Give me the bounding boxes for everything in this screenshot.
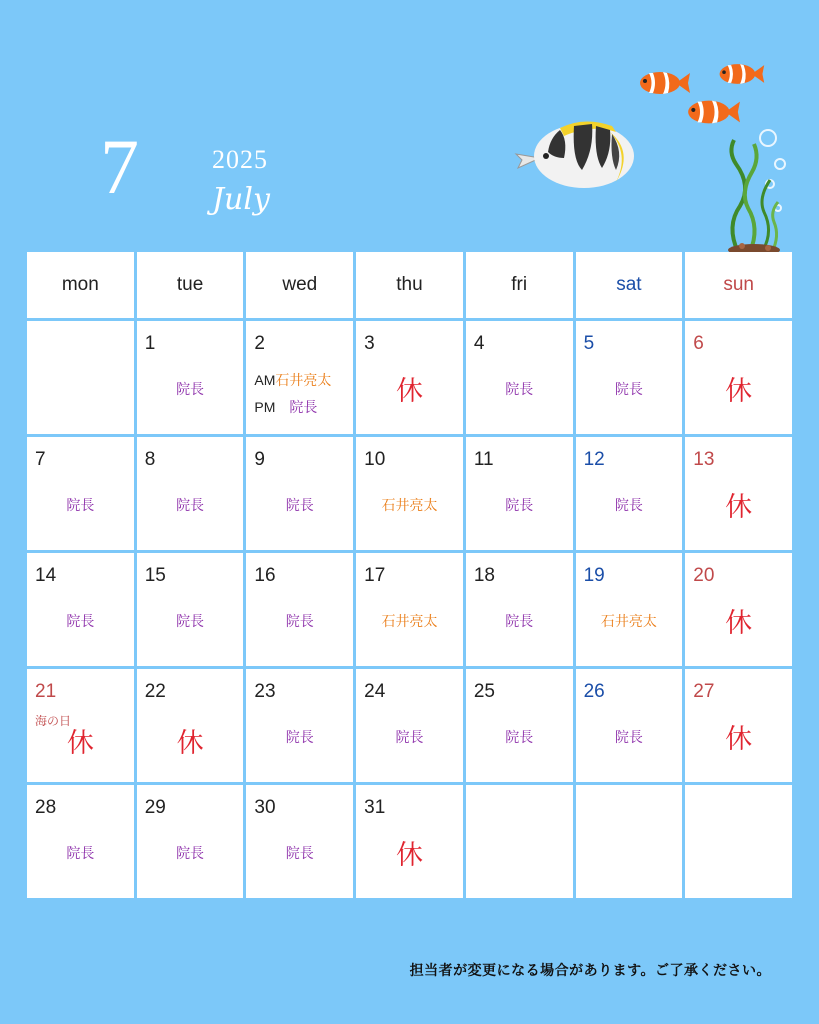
closed-mark: 休 bbox=[725, 608, 753, 638]
closed-mark: 休 bbox=[66, 728, 94, 758]
closed-mark: 休 bbox=[725, 492, 753, 522]
day-number: 11 bbox=[473, 449, 494, 470]
am-staff: 石井亮太 bbox=[275, 372, 332, 388]
day-number: 21 bbox=[35, 681, 57, 702]
am-pm-schedule bbox=[254, 367, 331, 421]
pm-label: PM bbox=[254, 399, 276, 415]
day-cell-21 bbox=[27, 669, 134, 782]
day-cell-16 bbox=[246, 553, 353, 666]
day-cell-27 bbox=[685, 669, 792, 782]
day-cell-26 bbox=[576, 669, 683, 782]
pm-staff: 院長 bbox=[289, 399, 318, 415]
day-cell-25 bbox=[466, 669, 573, 782]
day-number: 23 bbox=[254, 681, 276, 702]
staff-note: 院長 bbox=[505, 381, 534, 397]
day-cell-17 bbox=[356, 553, 463, 666]
footer-notice: 担当者が変更になる場合があります。ご了承ください。 bbox=[409, 962, 771, 978]
day-cell-18 bbox=[466, 553, 573, 666]
day-number: 12 bbox=[583, 449, 605, 470]
clownfish-icon bbox=[716, 60, 766, 88]
staff-note: 院長 bbox=[176, 497, 205, 513]
day-number: 7 bbox=[35, 449, 46, 470]
day-number: 24 bbox=[364, 681, 386, 702]
day-number: 26 bbox=[583, 681, 605, 702]
day-cell-31 bbox=[356, 785, 463, 898]
day-number: 14 bbox=[35, 565, 57, 586]
day-number: 8 bbox=[144, 449, 156, 470]
staff-note: 院長 bbox=[285, 845, 314, 861]
day-number: 5 bbox=[583, 333, 595, 354]
day-cell-3 bbox=[356, 321, 463, 434]
day-cell-30 bbox=[246, 785, 353, 898]
closed-mark: 休 bbox=[395, 840, 423, 870]
holiday-label: 海の日 bbox=[35, 714, 72, 728]
staff-note: 院長 bbox=[395, 729, 424, 745]
staff-note: 院長 bbox=[176, 845, 205, 861]
day-cell-4 bbox=[466, 321, 573, 434]
day-cell-20 bbox=[685, 553, 792, 666]
day-cell-22 bbox=[137, 669, 244, 782]
day-number: 16 bbox=[254, 565, 276, 586]
day-number: 17 bbox=[364, 565, 386, 586]
staff-note: 石井亮太 bbox=[600, 613, 657, 629]
day-cell-29 bbox=[137, 785, 244, 898]
staff-note: 院長 bbox=[505, 613, 534, 629]
day-number: 29 bbox=[144, 797, 166, 818]
weekday-header-wed: wed bbox=[246, 252, 353, 318]
closed-mark: 休 bbox=[725, 724, 753, 754]
am-label: AM bbox=[254, 372, 276, 388]
day-cell-28 bbox=[27, 785, 134, 898]
day-number: 15 bbox=[144, 565, 166, 586]
staff-note: 院長 bbox=[614, 381, 643, 397]
closed-mark: 休 bbox=[395, 376, 423, 406]
empty-day-cell bbox=[27, 321, 134, 434]
day-cell-23 bbox=[246, 669, 353, 782]
staff-note: 院長 bbox=[285, 613, 314, 629]
calendar-grid bbox=[27, 252, 792, 898]
day-number: 31 bbox=[364, 797, 386, 818]
day-number: 25 bbox=[473, 681, 495, 702]
empty-day-cell bbox=[685, 785, 792, 898]
staff-note: 院長 bbox=[66, 845, 95, 861]
butterflyfish-icon bbox=[512, 112, 642, 192]
closed-mark: 休 bbox=[176, 728, 204, 758]
month-number: 7 bbox=[100, 123, 139, 210]
staff-note: 院長 bbox=[285, 729, 314, 745]
day-cell-2 bbox=[246, 321, 353, 434]
year-label: 2025 bbox=[212, 145, 268, 174]
weekday-header-mon: mon bbox=[27, 252, 134, 318]
clownfish-icon bbox=[684, 96, 742, 128]
empty-day-cell bbox=[466, 785, 573, 898]
day-number: 10 bbox=[364, 449, 386, 470]
day-cell-15 bbox=[137, 553, 244, 666]
clownfish-icon bbox=[636, 68, 692, 98]
staff-note: 院長 bbox=[176, 613, 205, 629]
staff-note: 院長 bbox=[66, 497, 95, 513]
day-number: 30 bbox=[254, 797, 276, 818]
weekday-header-sun: sun bbox=[685, 252, 792, 318]
day-cell-6 bbox=[685, 321, 792, 434]
day-cell-12 bbox=[576, 437, 683, 550]
staff-note: 石井亮太 bbox=[381, 497, 438, 513]
day-number: 28 bbox=[35, 797, 57, 818]
day-cell-1 bbox=[137, 321, 244, 434]
staff-note: 石井亮太 bbox=[381, 613, 438, 629]
day-number: 13 bbox=[693, 449, 715, 470]
day-cell-14 bbox=[27, 553, 134, 666]
day-number: 4 bbox=[473, 333, 485, 354]
staff-note: 院長 bbox=[614, 497, 643, 513]
weekday-header-sat: sat bbox=[576, 252, 683, 318]
day-cell-9 bbox=[246, 437, 353, 550]
day-cell-11 bbox=[466, 437, 573, 550]
weekday-header-tue: tue bbox=[137, 252, 244, 318]
day-number: 27 bbox=[693, 681, 715, 702]
staff-note: 院長 bbox=[614, 729, 643, 745]
day-cell-13 bbox=[685, 437, 792, 550]
empty-day-cell bbox=[576, 785, 683, 898]
staff-note: 院長 bbox=[176, 381, 205, 397]
day-cell-24 bbox=[356, 669, 463, 782]
day-number: 19 bbox=[583, 565, 605, 586]
day-number: 22 bbox=[144, 681, 166, 702]
staff-note: 院長 bbox=[66, 613, 95, 629]
day-number: 1 bbox=[144, 333, 156, 354]
day-cell-10 bbox=[356, 437, 463, 550]
seaweed-icon bbox=[718, 136, 790, 256]
day-cell-5 bbox=[576, 321, 683, 434]
day-number: 20 bbox=[693, 565, 715, 586]
day-number: 2 bbox=[254, 333, 265, 354]
month-name: July bbox=[212, 182, 270, 217]
day-cell-8 bbox=[137, 437, 244, 550]
day-number: 3 bbox=[364, 333, 375, 354]
day-number: 9 bbox=[254, 449, 265, 470]
staff-note: 院長 bbox=[285, 497, 314, 513]
day-cell-19 bbox=[576, 553, 683, 666]
staff-note: 院長 bbox=[505, 497, 534, 513]
weekday-header-fri: fri bbox=[466, 252, 573, 318]
staff-note: 院長 bbox=[505, 729, 534, 745]
weekday-header-thu: thu bbox=[356, 252, 463, 318]
day-cell-7 bbox=[27, 437, 134, 550]
closed-mark: 休 bbox=[725, 376, 753, 406]
day-number: 18 bbox=[473, 565, 495, 586]
day-number: 6 bbox=[693, 333, 704, 354]
